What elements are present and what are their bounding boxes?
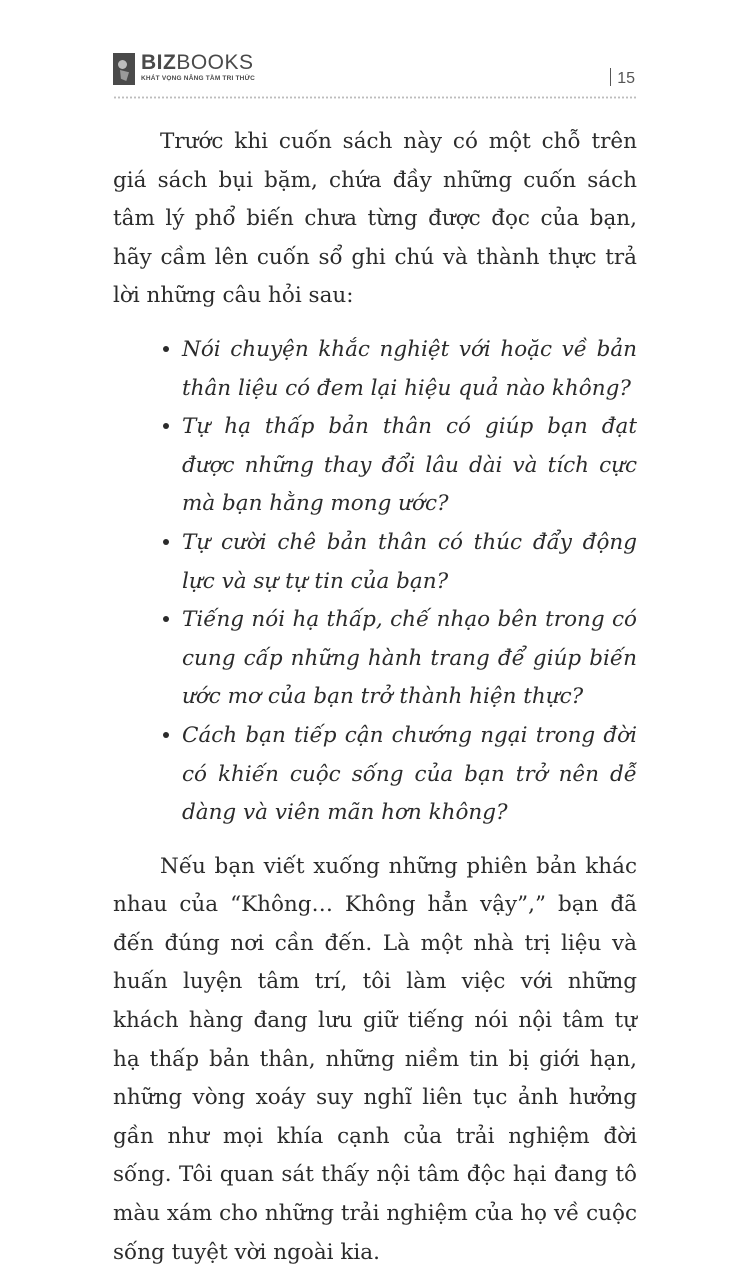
question-text: Nói chuyện khắc nghiệt với hoặc về bản thân liệu có đem lại hiệu quả nào không? xyxy=(182,336,637,401)
bullet-icon xyxy=(163,346,169,352)
paragraph-intro: Trước khi cuốn sách này có một chỗ trên giá sách bụi bặm, chứa đầy những cuốn sách tâm lý phổ biến chưa từng được đọc của bạn, hãy cầm lên cuốn sổ ghi chú và thành thực trả lời những câu hỏi sau: xyxy=(113,129,637,309)
brand-light: BOOKS xyxy=(176,51,254,74)
bullet-icon xyxy=(163,732,169,738)
question-item xyxy=(113,331,637,408)
bullet-icon xyxy=(163,539,169,545)
question-item xyxy=(113,524,637,601)
page-number xyxy=(610,68,635,88)
logo-text xyxy=(141,52,255,82)
question-text: Tự hạ thấp bản thân có giúp bạn đạt được những thay đổi lâu dài và tích cực mà bạn hằng mong ước? xyxy=(182,414,637,517)
brand-name xyxy=(141,52,255,74)
bizbooks-logo-icon xyxy=(113,53,135,85)
page-body xyxy=(113,123,637,1272)
question-text: Cách bạn tiếp cận chướng ngại trong đời có khiến cuộc sống của bạn trở nên dễ dàng và viên mãn hơn không? xyxy=(182,722,637,826)
brand-bold: BIZ xyxy=(141,51,177,74)
question-list xyxy=(113,331,637,833)
bullet-icon xyxy=(163,423,169,429)
header-dotted-rule xyxy=(113,96,637,99)
page-header xyxy=(113,52,637,102)
bullet-icon xyxy=(163,616,169,622)
page-number-value: 15 xyxy=(617,70,635,87)
question-text: Tiếng nói hạ thấp, chế nhạo bên trong có cung cấp những hành trang để giúp biến ước mơ của bạn trở thành hiện thực? xyxy=(182,607,637,710)
page-number-divider xyxy=(610,68,611,86)
question-item xyxy=(113,717,637,833)
question-text: Tự cười chê bản thân có thúc đẩy động lực và sự tự tin của bạn? xyxy=(182,529,637,594)
publisher-logo xyxy=(113,52,255,85)
question-item xyxy=(113,601,637,717)
paragraph-main: Nếu bạn viết xuống những phiên bản khác nhau của “Không… Không hẳn vậy”,” bạn đã đến đúng nơi cần đến. Là một nhà trị liệu và huấn luyện tâm trí, tôi làm việc với những khách hàng đang lưu giữ tiếng nói nội tâm tự hạ thấp bản thân, những niềm tin bị giới hạn, những vòng xoáy suy nghĩ liên tục ảnh hưởng gần như mọi khía cạnh của trải nghiệm đời sống. Tôi quan sát thấy nội tâm độc hại đang tô màu xám cho những trải nghiệm của họ về cuộc sống tuyệt vời ngoài kia. xyxy=(113,853,637,1265)
question-item xyxy=(113,408,637,524)
brand-tagline: KHÁT VỌNG NÂNG TẦM TRI THỨC xyxy=(141,75,256,82)
